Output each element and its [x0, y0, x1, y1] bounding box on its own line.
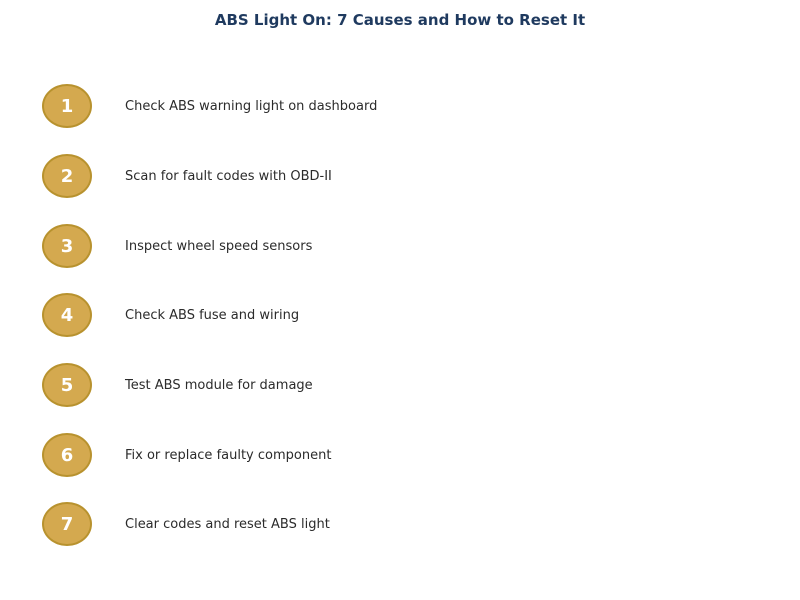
step-number-badge: 3 — [42, 224, 92, 268]
step-number-badge: 5 — [42, 363, 92, 407]
step-label: Check ABS fuse and wiring — [125, 307, 300, 323]
page-title: ABS Light On: 7 Causes and How to Reset It — [214, 11, 586, 29]
step-label: Clear codes and reset ABS light — [125, 516, 330, 532]
step-item — [42, 433, 642, 477]
step-number-badge: 1 — [42, 84, 92, 128]
step-number-badge: 4 — [42, 293, 92, 337]
step-item — [42, 154, 642, 198]
step-item — [42, 84, 642, 128]
step-item — [42, 502, 642, 546]
step-item — [42, 224, 642, 268]
step-label: Scan for fault codes with OBD-II — [125, 168, 332, 184]
step-label: Check ABS warning light on dashboard — [125, 98, 378, 114]
step-item — [42, 293, 642, 337]
step-label: Fix or replace faulty component — [125, 447, 332, 463]
step-label: Test ABS module for damage — [125, 377, 313, 393]
step-number-badge: 7 — [42, 502, 92, 546]
step-label: Inspect wheel speed sensors — [125, 238, 313, 254]
step-number-badge: 2 — [42, 154, 92, 198]
step-number-badge: 6 — [42, 433, 92, 477]
step-item — [42, 363, 642, 407]
